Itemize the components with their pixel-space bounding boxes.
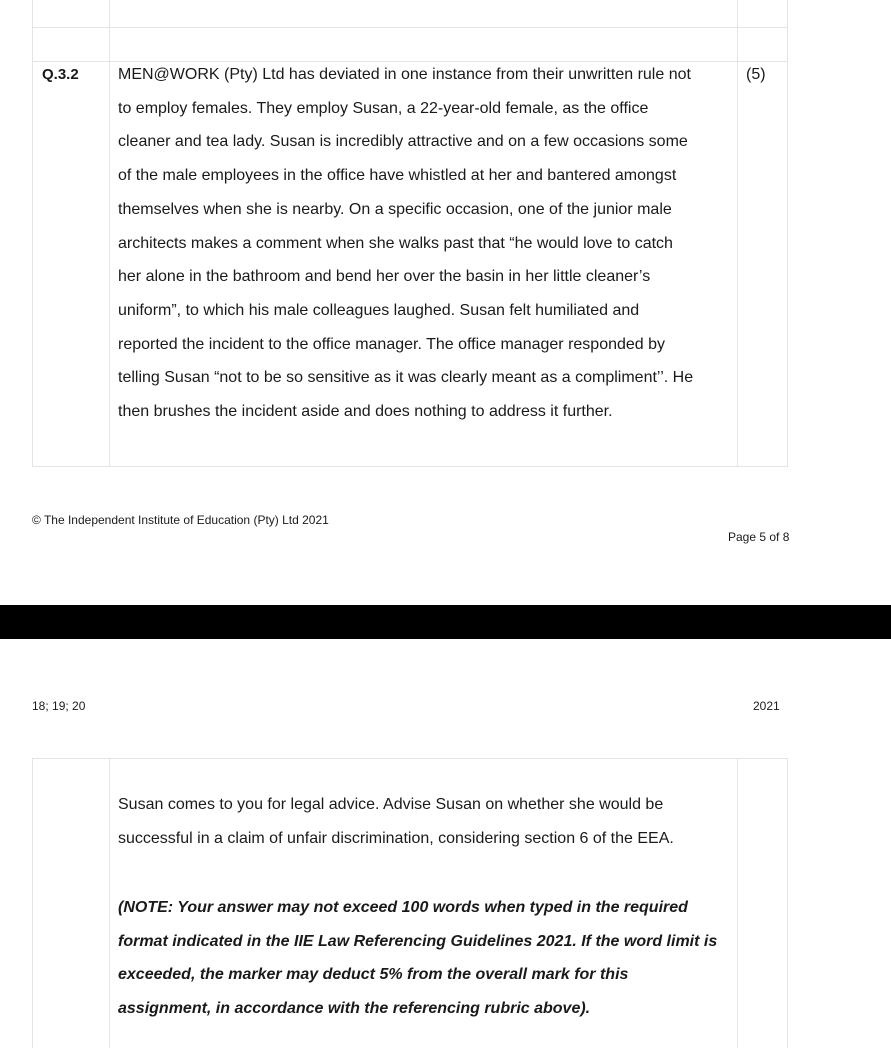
text-line: successful in a claim of unfair discrimination, considering section 6 of the EEA. [118, 829, 674, 847]
table-border-left [32, 0, 33, 467]
table-border-right [787, 0, 788, 467]
question-number: Q.3.2 [42, 66, 79, 83]
question-instruction [118, 788, 733, 855]
note-line: assignment, in accordance with the referencing rubric above). [118, 1000, 591, 1018]
text-line: themselves when she is nearby. On a specific occasion, one of the junior male [118, 200, 672, 218]
text-line: MEN@WORK (Pty) Ltd has deviated in one instance from their unwritten rule not [118, 66, 691, 83]
table-border-left [32, 758, 33, 1048]
text-line: telling Susan “not to be so sensitive as it was clearly meant as a compliment’’. He [118, 369, 694, 387]
question-marks: (5) [746, 66, 766, 83]
table-border-right [787, 758, 788, 1048]
question-text [118, 58, 733, 429]
table-divider-1 [109, 0, 110, 467]
text-line: reported the incident to the office manager. The office manager responded by [118, 335, 666, 353]
text-line: her alone in the bathroom and bend her over the basin in her little cleaner’s [118, 268, 651, 286]
table-row-separator [32, 27, 788, 28]
text-line: cleaner and tea lady. Susan is incredibly attractive and on a few occasions some [118, 133, 688, 151]
text-line: to employ females. They employ Susan, a 22-year-old female, as the office [118, 99, 649, 117]
word-limit-note [118, 891, 733, 1026]
note-line: format indicated in the IIE Law Referencing Guidelines 2021. If the word limit is [118, 932, 718, 950]
copyright-notice: © The Independent Institute of Education (Pty) Ltd 2021 [32, 513, 329, 527]
page-number: Page 5 of 8 [728, 530, 790, 544]
note-line: (NOTE: Your answer may not exceed 100 words when typed in the required [118, 899, 688, 916]
page-header-left: 18; 19; 20 [32, 699, 86, 713]
table-divider-1 [109, 758, 110, 1048]
note-line: exceeded, the marker may deduct 5% from the overall mark for this [118, 966, 629, 984]
table-border-bottom [32, 466, 788, 467]
text-line: architects makes a comment when she walks past that “he would love to catch [118, 234, 673, 252]
page-header-right: 2021 [753, 699, 780, 713]
text-line: of the male employees in the office have whistled at her and bantered amongst [118, 167, 677, 185]
table-divider-2 [737, 0, 738, 467]
text-line: Susan comes to you for legal advice. Advise Susan on whether she would be [118, 796, 664, 813]
text-line: uniform”, to which his male colleagues laughed. Susan felt humiliated and [118, 301, 640, 319]
text-line: then brushes the incident aside and does nothing to address it further. [118, 403, 613, 421]
page-break-separator [0, 605, 891, 639]
table-border-top [32, 758, 788, 759]
table-divider-2 [737, 758, 738, 1048]
